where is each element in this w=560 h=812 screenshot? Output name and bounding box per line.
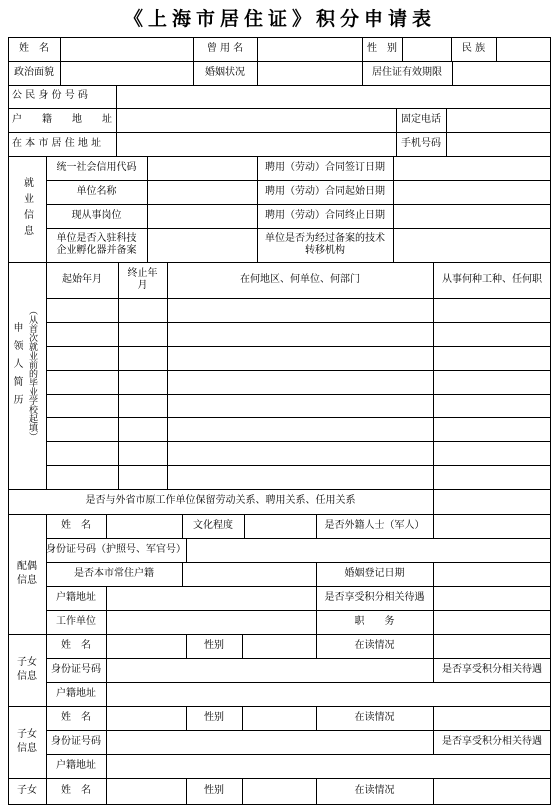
resume-row-6-cell-2[interactable] [119,418,167,441]
resume-row-1-cell-4[interactable] [434,299,550,322]
local-address-label: 在 本 市 居 住 地 址 [12,137,102,149]
spouse-household-address-field[interactable] [107,587,316,610]
resume-row-4-cell-3[interactable] [168,371,433,394]
child2-gender-field[interactable] [243,707,316,730]
landline-field[interactable] [447,109,550,132]
tech-park-question: 单位是否入驻科技 企业孵化器并备案 [56,232,137,256]
contract-start-date-field[interactable] [394,181,550,204]
name-field[interactable] [61,38,193,61]
other-province-question: 是否与外省市原工作单位保留劳动关系、聘用关系、任用关系 [85,495,356,507]
resume-row-3-cell-2[interactable] [119,347,167,370]
local-address-field[interactable] [117,133,396,156]
spouse-id-field[interactable] [187,539,550,562]
contract-start-date-label: 聘用（劳动）合同起始日期 [265,185,385,197]
spouse-employer-field[interactable] [107,611,316,634]
resume-row-5-cell-4[interactable] [434,395,550,418]
contract-end-date-label: 聘用（劳动）合同终止日期 [265,209,385,221]
child1-section-label: 子女信息 [17,657,37,682]
child3-gender-label: 性别 [204,785,224,797]
tech-park-field[interactable] [148,229,257,262]
col-job-header: 从事何种工种、任何职 [442,273,542,285]
resume-row-4-cell-2[interactable] [119,371,167,394]
household-address-label: 户 籍 地 址 [12,113,112,125]
marriage-date-label: 婚姻登记日期 [344,567,405,579]
political-status-label: 政治面貌 [14,66,54,78]
credit-code-field[interactable] [148,157,257,180]
child1-id-label: 身份证号码 [51,663,101,675]
resume-row-7-cell-3[interactable] [168,442,433,465]
contract-end-date-field[interactable] [394,205,550,228]
resume-row-2-cell-1[interactable] [47,323,118,346]
resume-row-2-cell-4[interactable] [434,323,550,346]
child2-household-address-label: 户籍地址 [56,759,96,771]
child2-study-label: 在读情况 [354,711,395,723]
current-position-label: 现从事岗位 [71,209,122,221]
resume-row-4-cell-1[interactable] [47,371,118,394]
permit-validity-label: 居住证有效期限 [372,66,442,78]
child3-gender-field[interactable] [243,779,316,805]
company-name-field[interactable] [148,181,257,204]
spouse-section-label: 配偶信息 [17,561,37,586]
former-name-field[interactable] [258,38,362,61]
resume-row-7-cell-4[interactable] [434,442,550,465]
resume-row-1-cell-2[interactable] [119,299,167,322]
child1-study-label: 在读情况 [354,639,395,651]
child1-household-address-label: 户籍地址 [56,687,96,699]
child2-name-field[interactable] [107,707,186,730]
resume-row-5-cell-2[interactable] [119,395,167,418]
child1-name-field[interactable] [107,635,186,658]
resume-row-7-cell-2[interactable] [119,442,167,465]
resume-row-7-cell-1[interactable] [47,442,118,465]
ethnicity-field[interactable] [497,38,550,61]
resume-row-6-cell-4[interactable] [434,418,550,441]
resume-row-2-cell-2[interactable] [119,323,167,346]
spouse-name-field[interactable] [107,515,182,538]
resume-row-6-cell-1[interactable] [47,418,118,441]
resume-row-2-cell-3[interactable] [168,323,433,346]
gender-label: 性 别 [367,42,397,54]
resume-row-4-cell-4[interactable] [434,371,550,394]
spouse-id-label: 身份证号码（护照号、军官号） [46,543,186,555]
child3-name-field[interactable] [107,779,186,805]
contract-sign-date-label: 聘用（劳动）合同签订日期 [265,161,385,173]
id-number-label: 公 民 身 份 号 码 [12,90,88,102]
household-address-field[interactable] [117,109,396,132]
spouse-local-household-label: 是否本市常住户籍 [74,567,154,579]
spouse-household-address-label: 户籍地址 [56,591,96,603]
child3-study-field[interactable] [434,779,550,805]
marital-status-field[interactable] [258,62,362,85]
spouse-employer-label: 工作单位 [56,615,96,627]
spouse-enjoy-points-label: 是否享受积分相关待遇 [324,591,425,603]
landline-label: 固定电话 [401,113,441,125]
col-place-header: 在何地区、何单位、何部门 [240,273,360,285]
spouse-foreigner-field[interactable] [434,515,550,538]
child2-section-label: 子女信息 [17,729,37,754]
child2-gender-label: 性别 [204,711,224,723]
spouse-position-field[interactable] [434,611,550,634]
spouse-education-field[interactable] [245,515,316,538]
resume-row-6-cell-3[interactable] [168,418,433,441]
resume-row-1-cell-3[interactable] [168,299,433,322]
current-position-field[interactable] [148,205,257,228]
child2-enjoy-points-label: 是否享受积分相关待遇 [442,735,542,747]
child1-id-field[interactable] [107,659,433,682]
permit-validity-field[interactable] [453,62,550,85]
resume-row-5-cell-1[interactable] [47,395,118,418]
name-label: 姓 名 [19,42,49,54]
company-name-label: 单位名称 [76,185,117,197]
resume-row-8-cell-4[interactable] [434,466,550,489]
employment-section-label: 就业信息 [21,177,33,241]
marriage-date-field[interactable] [434,563,550,586]
spouse-enjoy-points-field[interactable] [434,587,550,610]
child2-name-label: 姓 名 [61,711,91,723]
child1-study-field[interactable] [434,635,550,658]
col-end-header: 终止年月 [127,267,158,291]
child1-name-label: 姓 名 [61,639,91,651]
resume-row-3-cell-4[interactable] [434,347,550,370]
child1-household-address-field[interactable] [107,683,550,706]
child1-gender-field[interactable] [243,635,316,658]
spouse-foreigner-label: 是否外籍人士（军人） [324,519,425,531]
child3-section-label: 子女 [17,785,37,797]
contract-sign-date-field[interactable] [394,157,550,180]
child3-study-label: 在读情况 [354,785,395,797]
child2-household-address-field[interactable] [107,755,550,778]
col-start-header: 起始年月 [62,273,102,285]
tech-transfer-field[interactable] [394,229,550,262]
resume-row-8-cell-2[interactable] [119,466,167,489]
mobile-field[interactable] [447,133,550,156]
spouse-local-household-field[interactable] [183,563,316,586]
other-province-field[interactable] [434,490,550,514]
form-title: 《上海市居住证》积分申请表 [123,8,436,30]
resume-row-3-cell-3[interactable] [168,347,433,370]
resume-section-title: 申领人简历 [11,322,22,412]
id-number-field[interactable] [117,86,550,108]
child2-study-field[interactable] [434,707,550,730]
resume-row-8-cell-3[interactable] [168,466,433,489]
marital-status-label: 婚姻状况 [205,66,245,78]
ethnicity-label: 民 族 [461,42,486,54]
resume-row-8-cell-1[interactable] [47,466,118,489]
child2-id-label: 身份证号码 [51,735,101,747]
resume-row-1-cell-1[interactable] [47,299,118,322]
spouse-position-label: 职 务 [354,615,395,627]
resume-row-3-cell-1[interactable] [47,347,118,370]
spouse-education-label: 文化程度 [193,519,233,531]
child2-id-field[interactable] [107,731,433,754]
child1-enjoy-points-label: 是否享受积分相关待遇 [442,663,542,675]
child3-name-label: 姓 名 [61,785,91,797]
former-name-label: 曾 用 名 [206,42,244,54]
political-status-field[interactable] [61,62,193,85]
child1-gender-label: 性别 [204,639,224,651]
credit-code-label: 统一社会信用代码 [56,161,137,173]
spouse-name-label: 姓 名 [61,519,91,531]
mobile-label: 手机号码 [401,137,441,149]
resume-section-note: （从首次就业前的毕业学校起填） [27,306,37,441]
tech-transfer-question: 单位是否为经过备案的技术 转移机构 [265,232,385,256]
gender-field[interactable] [403,38,451,61]
resume-row-5-cell-3[interactable] [168,395,433,418]
